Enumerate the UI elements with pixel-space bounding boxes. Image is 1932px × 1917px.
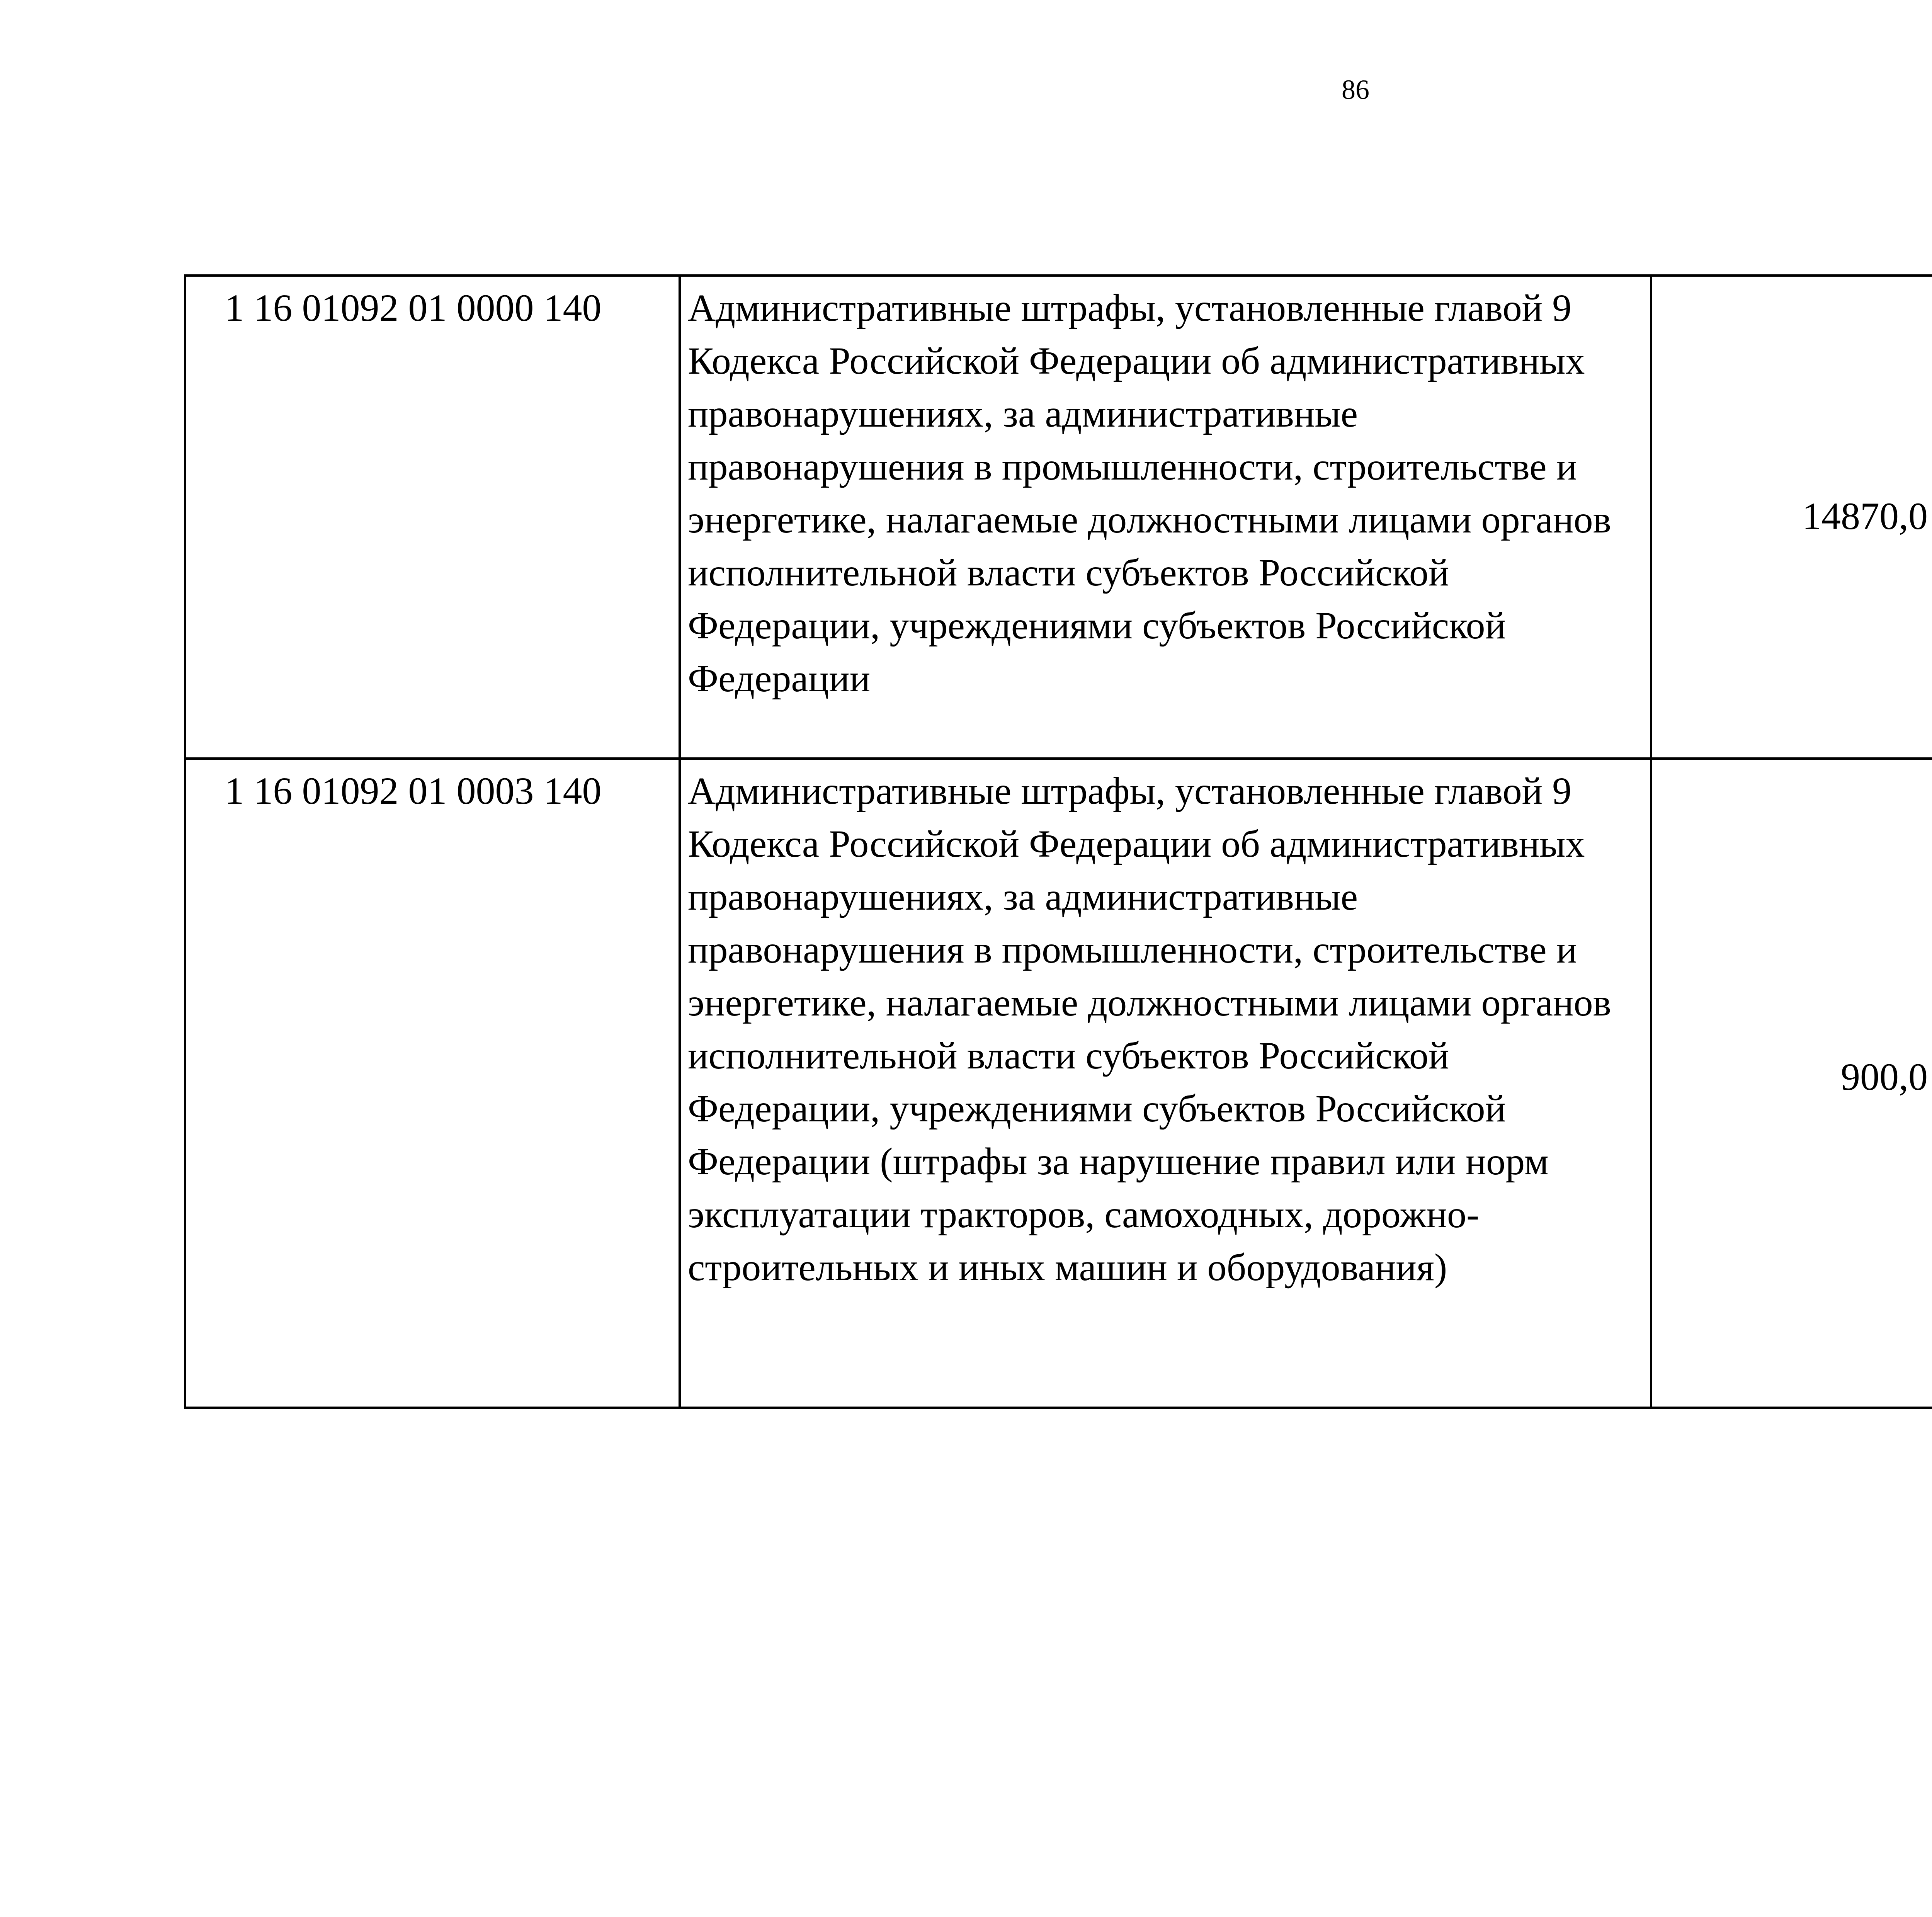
budget-classification-code: 1 16 01092 01 0003 140 bbox=[185, 759, 680, 1408]
amount-year-1: 14870,0 bbox=[1651, 276, 1932, 759]
budget-classification-code: 1 16 01092 01 0000 140 bbox=[185, 276, 680, 759]
budget-revenue-table bbox=[184, 274, 1932, 1409]
table-row bbox=[185, 276, 1932, 759]
amount-year-1: 900,0 bbox=[1651, 759, 1932, 1408]
table-row bbox=[185, 759, 1932, 1408]
revenue-description: Административные штрафы, установленные главой 9 Кодекса Российской Федерации об административных правонарушениях, за административные правонарушения в промышленности, строительстве и энергетике, налагаемые должностными лицами органов исполнительной власти субъектов Российской Федерации, учреждениями субъектов Российской Федерации bbox=[680, 276, 1651, 759]
page-number: 86 bbox=[1342, 74, 1369, 105]
revenue-description: Административные штрафы, установленные главой 9 Кодекса Российской Федерации об административных правонарушениях, за административные правонарушения в промышленности, строительстве и энергетике, налагаемые должностными лицами органов исполнительной власти субъектов Российской Федерации, учреждениями субъектов Российской Федерации (штрафы за нарушение правил или норм эксплуатации тракторов, самоходных, дорожно-строительных и иных машин и оборудования) bbox=[680, 759, 1651, 1408]
